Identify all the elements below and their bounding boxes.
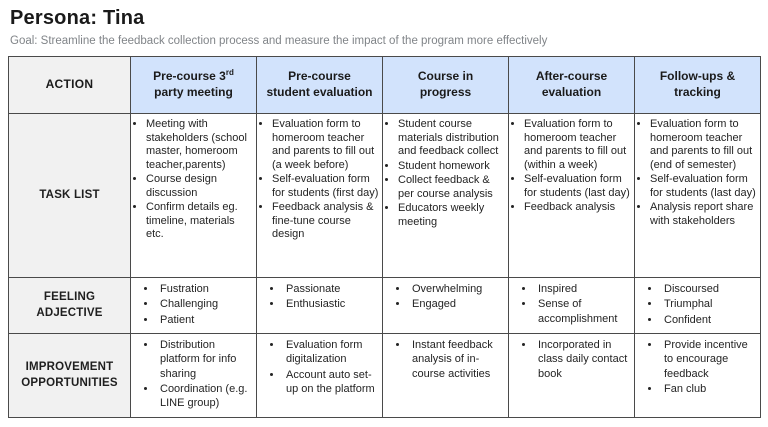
list-item: • Patient <box>157 313 253 327</box>
list-item: • Evaluation form to homeroom teacher and parents to fill out (within a week) <box>524 118 631 172</box>
list-item: • Feedback analysis <box>524 201 631 215</box>
bullet-list <box>134 282 253 327</box>
list-item: • Self-evaluation form for students (last day) <box>524 173 631 200</box>
list-item: • Self-evaluation form for students (first day) <box>272 173 379 200</box>
bullet-list <box>512 338 631 381</box>
table-cell <box>257 278 383 334</box>
list-item: • Overwhelming <box>409 282 505 296</box>
table-cell <box>257 334 383 418</box>
column-header-follow-ups-tracking: Follow-ups & tracking <box>635 57 761 114</box>
persona-table <box>8 56 761 418</box>
page-title: Persona: Tina <box>10 7 145 29</box>
list-item: • Evaluation form to homeroom teacher and parents to fill out (end of semester) <box>650 118 757 172</box>
bullet-list <box>134 118 253 242</box>
column-header-precourse-3rd-party-meeting <box>131 57 257 114</box>
table-cell <box>509 114 635 278</box>
table-cell <box>383 114 509 278</box>
bullet-list <box>638 282 757 327</box>
table-row-improvement-opportunities <box>9 334 761 418</box>
list-item: • Sense of accomplishment <box>535 297 631 326</box>
list-item: • Account auto set-up on the platform <box>283 368 379 397</box>
bullet-list <box>386 282 505 312</box>
list-item: • Passionate <box>283 282 379 296</box>
table-row-task-list <box>9 114 761 278</box>
table-cell <box>509 334 635 418</box>
table-header-row <box>9 57 761 114</box>
table-cell <box>383 334 509 418</box>
list-item: • Course design discussion <box>146 173 253 200</box>
list-item: • Distribution platform for info sharing <box>157 338 253 381</box>
bullet-list <box>260 118 379 242</box>
list-item: • Coordination (e.g. LINE group) <box>157 382 253 411</box>
header-text: Pre-course 3 <box>153 69 226 84</box>
list-item: • Self-evaluation form for students (last day) <box>650 173 757 200</box>
list-item: • Fan club <box>661 382 757 396</box>
bullet-list <box>260 282 379 312</box>
list-item: • Challenging <box>157 297 253 311</box>
bullet-list <box>512 282 631 326</box>
list-item: • Feedback analysis & fine-tune course design <box>272 201 379 242</box>
column-header-course-in-progress: Course in progress <box>383 57 509 114</box>
list-item: • Enthusiastic <box>283 297 379 311</box>
table-cell <box>131 114 257 278</box>
list-item: • Student homework <box>398 160 505 174</box>
list-item: • Collect feedback & per course analysis <box>398 174 505 201</box>
table-cell <box>257 114 383 278</box>
table-cell <box>635 334 761 418</box>
table-cell <box>383 278 509 334</box>
bullet-list <box>134 338 253 410</box>
list-item: • Discoursed <box>661 282 757 296</box>
table-cell <box>509 278 635 334</box>
table-cell <box>635 114 761 278</box>
row-label-improvement-opportunities: IMPROVEMENT OPPORTUNITIES <box>9 334 131 418</box>
page-subtitle: Goal: Streamline the feedback collection process and measure the impact of the program more effectively <box>10 35 548 47</box>
bullet-list <box>638 338 757 396</box>
row-label-feeling-adjective: FEELING ADJECTIVE <box>9 278 131 334</box>
list-item: • Instant feedback analysis of in-course activities <box>409 338 505 381</box>
bullet-list <box>512 118 631 215</box>
column-header-after-course-evaluation: After-course evaluation <box>509 57 635 114</box>
list-item: • Confirm details eg. timeline, materials etc. <box>146 201 253 242</box>
list-item: • Student course materials distribution and feedback collect <box>398 118 505 159</box>
table-cell <box>131 278 257 334</box>
list-item: • Educators weekly meeting <box>398 202 505 229</box>
corner-header-action: ACTION <box>9 57 131 114</box>
list-item: • Engaged <box>409 297 505 311</box>
list-item: • Provide incentive to encourage feedback <box>661 338 757 381</box>
bullet-list <box>386 118 505 229</box>
bullet-list <box>386 338 505 381</box>
list-item: • Fustration <box>157 282 253 296</box>
bullet-list <box>260 338 379 396</box>
ordinal-superscript: rd <box>225 68 234 78</box>
column-header-precourse-student-evaluation: Pre-course student evaluation <box>257 57 383 114</box>
list-item: • Incorporated in class daily contact book <box>535 338 631 381</box>
list-item: • Evaluation form digitalization <box>283 338 379 367</box>
list-item: • Meeting with stakeholders (school master, homeroom teacher,parents) <box>146 118 253 172</box>
list-item: • Analysis report share with stakeholders <box>650 201 757 228</box>
table-cell <box>635 278 761 334</box>
table-cell <box>131 334 257 418</box>
list-item: • Inspired <box>535 282 631 296</box>
row-label-task-list: TASK LIST <box>9 114 131 278</box>
list-item: • Confident <box>661 313 757 327</box>
header-text: party meeting <box>154 85 233 99</box>
list-item: • Triumphal <box>661 297 757 311</box>
bullet-list <box>638 118 757 228</box>
table-row-feeling-adjective <box>9 278 761 334</box>
list-item: • Evaluation form to homeroom teacher and parents to fill out (a week before) <box>272 118 379 172</box>
